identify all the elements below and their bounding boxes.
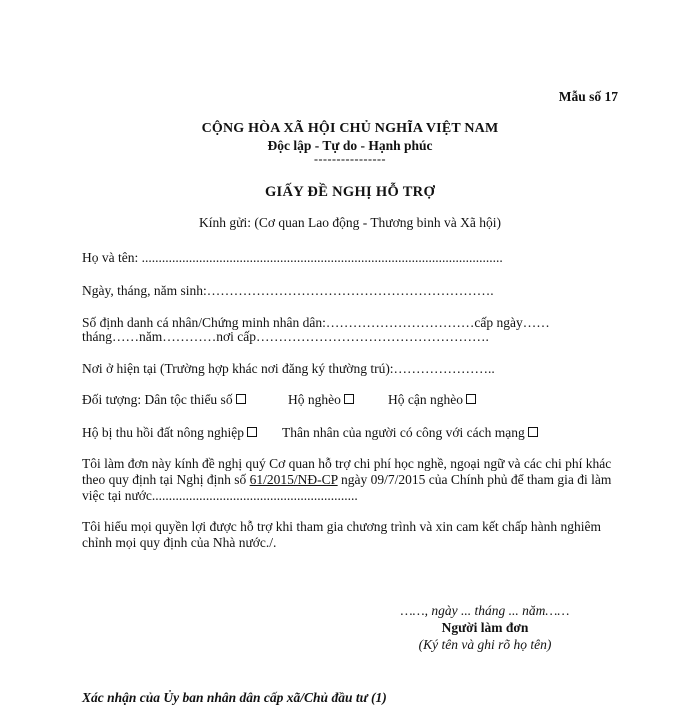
eligibility-ethnic-label: Đối tượng: Dân tộc thiểu số xyxy=(82,392,233,407)
eligibility-near-poor-label: Hộ cận nghèo xyxy=(388,392,463,407)
decree-number: 61/2015/NĐ-CP xyxy=(249,472,338,487)
request-paragraph xyxy=(82,456,630,504)
id-field-line1: Số định danh cá nhân/Chứng minh nhân dân:……………………………cấp ngày…… xyxy=(82,315,550,330)
addressee-line: Kính gửi: (Cơ quan Lao động - Thương binh và Xã hội) xyxy=(199,215,501,230)
national-header: CỘNG HÒA XÃ HỘI CHỦ NGHĨA VIỆT NAM xyxy=(201,121,499,136)
eligibility-land xyxy=(82,425,257,441)
eligibility-ethnic xyxy=(82,392,246,408)
eligibility-poor xyxy=(288,392,354,408)
national-motto: Độc lập - Tự do - Hạnh phúc xyxy=(267,138,433,153)
request-text-part2: ngày 09/7/2015 của Chính phủ để tham gia đi làm việc tại nước............................................................. xyxy=(82,472,612,503)
residence-field: Nơi ở hiện tại (Trường hợp khác nơi đăng ký thường trú):………………….. xyxy=(82,361,495,376)
signature-role: Người làm đơn xyxy=(441,620,529,635)
commitment-paragraph: Tôi hiểu mọi quyền lợi được hỗ trợ khi tham gia chương trình và xin cam kết chấp hành nghiêm chỉnh mọi quy định của Nhà nước./. xyxy=(82,519,601,550)
dob-field: Ngày, tháng, năm sinh:………………………………………………………. xyxy=(82,283,494,298)
document-title: GIẤY ĐỀ NGHỊ HỖ TRỢ xyxy=(264,184,436,200)
form-number: Mẫu số 17 xyxy=(558,89,618,104)
signature-date-text: ……, ngày ... tháng ... năm…… xyxy=(400,603,570,618)
eligibility-near-poor xyxy=(388,392,476,408)
name-field: Họ và tên: ........................................................................................................... xyxy=(82,250,503,265)
checkbox-ethnic-minority[interactable] xyxy=(236,394,246,404)
eligibility-land-label: Hộ bị thu hồi đất nông nghiệp xyxy=(82,425,244,440)
eligibility-relatives xyxy=(282,425,538,441)
checkbox-near-poor-household[interactable] xyxy=(466,394,476,404)
signature-note: (Ký tên và ghi rõ họ tên) xyxy=(418,637,552,652)
checkbox-meritorious-relatives[interactable] xyxy=(528,427,538,437)
checkbox-poor-household[interactable] xyxy=(344,394,354,404)
eligibility-relatives-label: Thân nhân của người có công với cách mạng xyxy=(282,425,525,440)
eligibility-poor-label: Hộ nghèo xyxy=(288,392,341,407)
id-field-line2: tháng……năm…………nơi cấp……………………………………………. xyxy=(82,329,489,344)
signature-date xyxy=(370,603,600,619)
header-separator: ---------------- xyxy=(314,152,386,166)
confirmation-heading: Xác nhận của Ủy ban nhân dân cấp xã/Chủ đầu tư (1) xyxy=(82,690,387,705)
request-text-part1: Tôi làm đơn này kính đề nghị quý Cơ quan hỗ trợ chi phí học nghề, ngoại ngữ và các chi phí khác theo quy định tại Nghị định số xyxy=(82,456,612,487)
checkbox-land-revoked[interactable] xyxy=(247,427,257,437)
